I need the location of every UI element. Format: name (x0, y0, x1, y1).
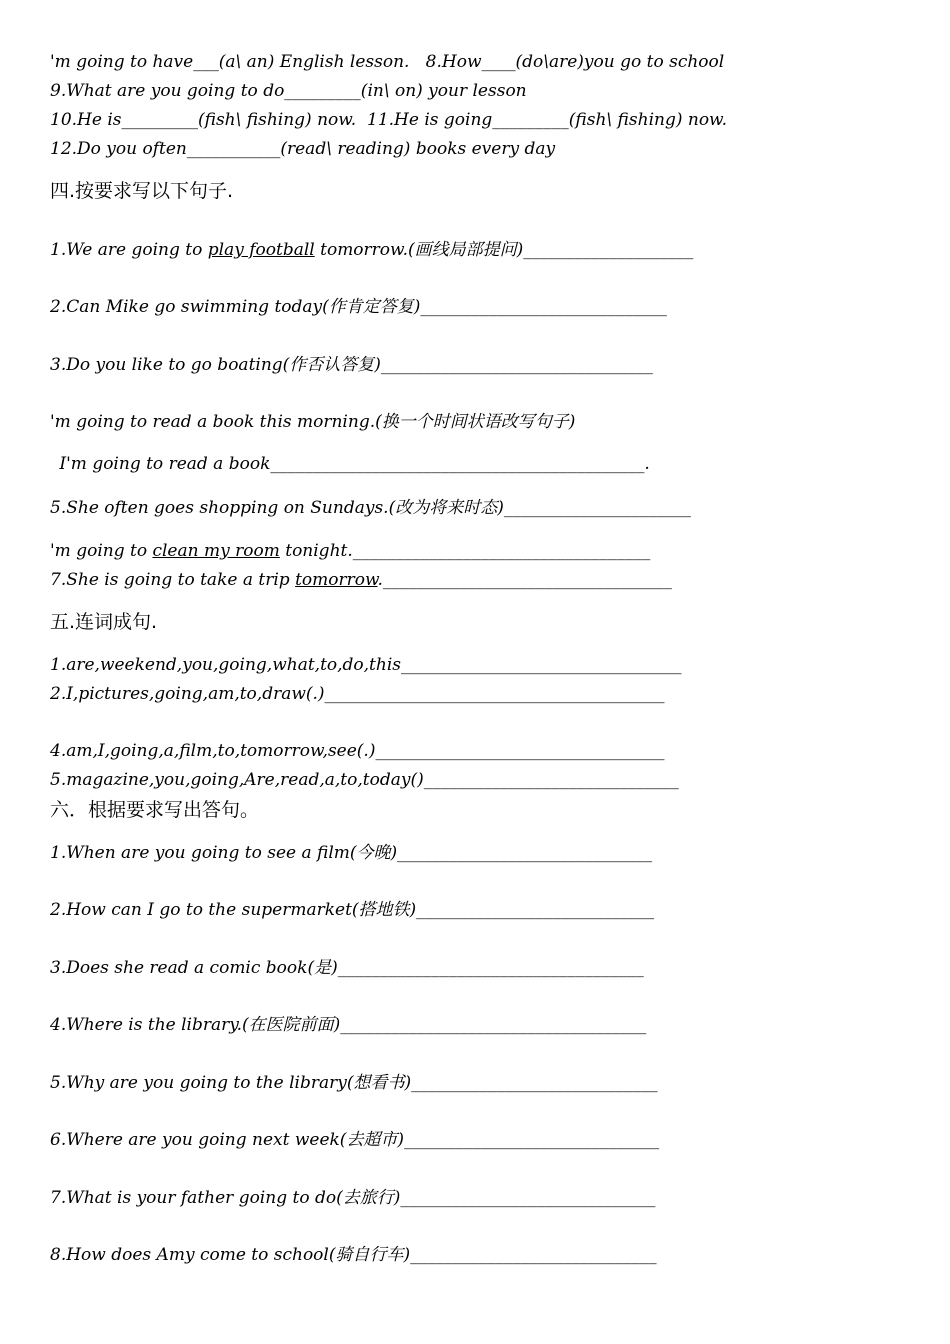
s4-q1-underlined: play football (207, 240, 315, 260)
s6-question-1: 1.When are you going to see a film(今晚)______________________________ (50, 843, 653, 863)
s4-question-3: 3.Do you like to go boating(作否认答复)________________________________ (50, 355, 653, 375)
exercise-line-9: 9.What are you going to do_________(in\ on) your lesson (50, 81, 527, 101)
s6-question-4: 4.Where is the library.(在医院前面)____________________________________ (50, 1015, 647, 1035)
s4-question-5: 5.She often goes shopping on Sundays.(改为将来时态)______________________ (50, 498, 691, 518)
s4-question-2: 2.Can Mike go swimming today(作肯定答复)_____________________________ (50, 297, 667, 317)
s6-question-6: 6.Where are you going next week(去超市)______________________________ (50, 1130, 660, 1150)
s4-question-4: 'm going to read a book this morning.(换一个时间状语改写句子) (50, 412, 576, 432)
s5-question-2: 2.I,pictures,going,am,to,draw(.)________________________________________ (50, 684, 665, 704)
s4-question-4-answer: I'm going to read a book____________________________________________. (54, 454, 650, 474)
s4-q6-underlined: clean my room (152, 541, 280, 561)
s6-question-5: 5.Why are you going to the library(想看书)_____________________________ (50, 1073, 658, 1093)
s4-q7-text-a: 7.She is going to take a trip (50, 570, 296, 590)
s6-question-7: 7.What is your father going to do(去旅行)______________________________ (50, 1188, 656, 1208)
exercise-line-7-8: 'm going to have___(a\ an) English lesson. 8.How____(do\are)you go to school (50, 52, 725, 72)
s4-question-7 (50, 569, 672, 591)
s5-question-1: 1.are,weekend,you,going,what,to,do,this_________________________________ (50, 655, 682, 675)
s4-q6-text-b: tonight.___________________________________ (279, 541, 651, 561)
s4-question-1 (50, 239, 693, 261)
section-6-heading: 六．根据要求写出答句。 (50, 799, 260, 821)
s6-question-2: 2.How can I go to the supermarket(搭地铁)____________________________ (50, 900, 655, 920)
s4-question-6 (50, 540, 650, 562)
s4-q7-underlined: tomorrow (295, 570, 378, 590)
s4-q6-text-a: 'm going to (50, 541, 153, 561)
s5-question-5: 5.magazine,you,going,Are,read,a,to,today()______________________________ (50, 770, 679, 790)
s6-question-8: 8.How does Amy come to school(骑自行车)_____________________________ (50, 1245, 657, 1265)
exercise-line-10-11: 10.He is_________(fish\ fishing) now. 11.He is going_________(fish\ fishing) now. (50, 110, 727, 130)
section-4-heading: 四.按要求写以下句子. (50, 180, 234, 202)
s6-question-3: 3.Does she read a comic book(是)____________________________________ (50, 958, 644, 978)
s5-question-4: 4.am,I,going,a,film,to,tomorrow,see(.)__________________________________ (50, 741, 665, 761)
s4-q7-text-b: .__________________________________ (377, 570, 672, 590)
section-5-heading: 五.连词成句. (50, 611, 158, 633)
s4-q1-text-b: tomorrow.(画线局部提问)____________________ (314, 240, 694, 260)
exercise-line-12: 12.Do you often___________(read\ reading) books every day (50, 139, 556, 159)
s4-q1-text-a: 1.We are going to (50, 240, 208, 260)
